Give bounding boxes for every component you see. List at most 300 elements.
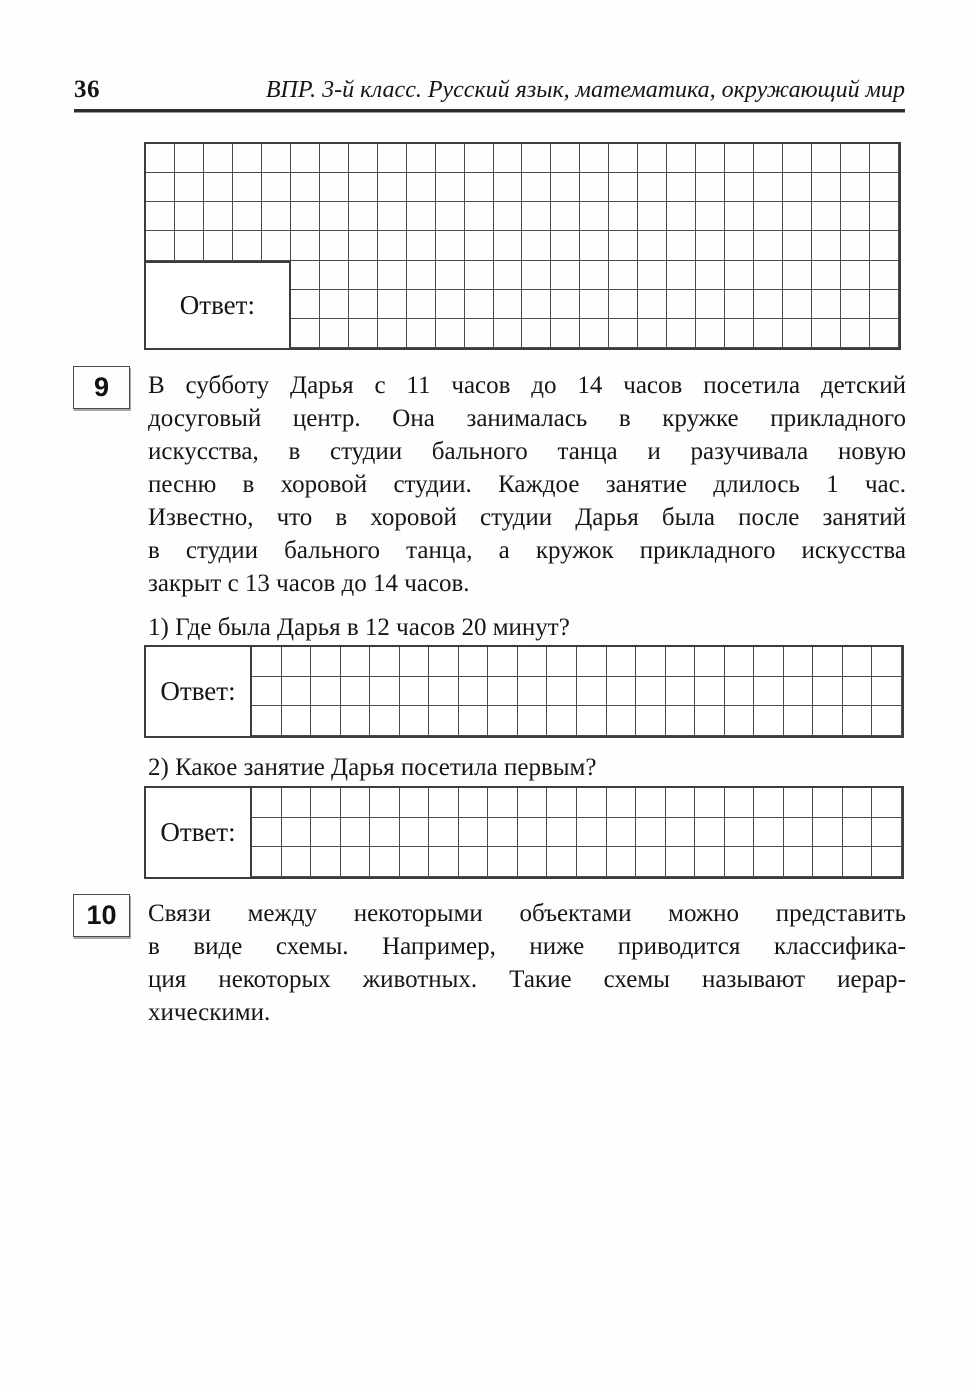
- answer-grid-cell: [146, 144, 175, 173]
- answer-grid-cell: [436, 261, 465, 290]
- answer-grid-cell: [378, 144, 407, 173]
- answer-grid-cell: [146, 173, 175, 202]
- answer-grid-cell: [870, 261, 899, 290]
- answer-grid-cell: [320, 144, 349, 173]
- answer-grid-cell: [636, 677, 666, 707]
- answer-grid-cell: [784, 818, 814, 848]
- answer-grid-cell: [636, 818, 666, 848]
- answer-grid-cell: [518, 647, 548, 677]
- answer-grid-cell: [175, 173, 204, 202]
- answer-grid-cell: [407, 144, 436, 173]
- answer-grid-cell: [522, 319, 551, 348]
- answer-grid-cell: [580, 231, 609, 260]
- answer-grid-cell: [400, 706, 430, 736]
- answer-grid-cell: [349, 261, 378, 290]
- answer-grid-cell: [754, 706, 784, 736]
- answer-grid-cell: [870, 319, 899, 348]
- answer-grid-cell: [341, 847, 371, 877]
- answer-grid-cell: [843, 706, 873, 736]
- answer-grid-cell: [638, 144, 667, 173]
- answer-grid-cell: [813, 788, 843, 818]
- answer-grid-cell: [494, 173, 523, 202]
- answer-grid-cell: [400, 788, 430, 818]
- task9-text-line: в студии бального танца, а кружок прикладного искусства: [148, 537, 906, 564]
- answer-grid-cell: [518, 677, 548, 707]
- answer-grid-cell: [725, 319, 754, 348]
- answer-grid-cell: [488, 677, 518, 707]
- answer-grid-cell: [551, 202, 580, 231]
- answer-grid-cell: [378, 202, 407, 231]
- answer-grid-cell: [522, 231, 551, 260]
- answer-grid-cell: [872, 647, 902, 677]
- answer-grid-cell: [252, 818, 282, 848]
- answer-grid-cell: [843, 818, 873, 848]
- answer-grid-cell: [341, 647, 371, 677]
- answer-grid-cell: [784, 647, 814, 677]
- answer-grid-cell: [638, 319, 667, 348]
- answer-grid-cell: [518, 706, 548, 736]
- answer-grid-cell: [667, 144, 696, 173]
- answer-grid-cell: [783, 319, 812, 348]
- answer-grid-cell: [311, 647, 341, 677]
- answer-grid-cell: [311, 818, 341, 848]
- answer-grid-cell: [407, 319, 436, 348]
- answer-grid-cell: [282, 647, 312, 677]
- task9-text-line: В субботу Дарья с 11 часов до 14 часов посетила детский: [148, 372, 906, 399]
- answer-grid-cell: [465, 231, 494, 260]
- answer-grid-cell: [695, 818, 725, 848]
- answer-grid-cell: [407, 261, 436, 290]
- answer-grid-cell: [580, 202, 609, 231]
- answer-grid-cell: [725, 202, 754, 231]
- task10-text-line: в виде схемы. Например, ниже приводится классифика-: [148, 933, 906, 960]
- answer-label: Ответ:: [146, 647, 252, 736]
- answer-grid-cell: [320, 290, 349, 319]
- answer-grid-cell: [841, 144, 870, 173]
- answer-grid-cell: [695, 788, 725, 818]
- answer-grid-cell: [725, 173, 754, 202]
- answer-grid-cell: [754, 818, 784, 848]
- answer-grid-cell: [436, 319, 465, 348]
- answer-grid-cell: [282, 818, 312, 848]
- answer-grid-cell: [754, 847, 784, 877]
- answer-grid-cell: [311, 706, 341, 736]
- answer-grid-cell: [667, 319, 696, 348]
- answer-grid-cell: [667, 173, 696, 202]
- answer-grid-cell: [400, 847, 430, 877]
- answer-grid-cell: [436, 290, 465, 319]
- task9-text-line: досуговый центр. Она занималась в кружке прикладного: [148, 405, 906, 432]
- answer-grid-cell: [291, 261, 320, 290]
- answer-grid-cell: [754, 261, 783, 290]
- answer-grid-cell: [607, 647, 637, 677]
- task10-text-line: хическими.: [148, 999, 271, 1026]
- answer-grid-cell: [784, 847, 814, 877]
- answer-grid-cell: [320, 319, 349, 348]
- answer-grid-cell: [580, 144, 609, 173]
- answer-grid-cell: [638, 173, 667, 202]
- answer-grid-cell: [667, 202, 696, 231]
- answer-grid-cell: [378, 173, 407, 202]
- answer-grid-cell: [429, 677, 459, 707]
- answer-grid-cell: [233, 231, 262, 260]
- answer-grid-cell: [754, 290, 783, 319]
- answer-grid-cell: [488, 647, 518, 677]
- answer-grid-cell: [813, 706, 843, 736]
- answer-grid-cell: [754, 319, 783, 348]
- answer-grid-cell: [843, 847, 873, 877]
- answer-grid-cell: [725, 677, 755, 707]
- answer-grid-cell: [204, 144, 233, 173]
- answer-grid-cell: [609, 202, 638, 231]
- answer-grid-cell: [666, 818, 696, 848]
- answer-grid-cell: [577, 788, 607, 818]
- answer-grid-cell: [813, 818, 843, 848]
- answer-grid-cell: [233, 202, 262, 231]
- answer-grid-cell: [609, 173, 638, 202]
- answer-grid-cell: [547, 647, 577, 677]
- answer-grid-cell: [607, 788, 637, 818]
- answer-grid-cell: [252, 706, 282, 736]
- answer-grid-cell: [754, 788, 784, 818]
- answer-grid-cell: [459, 847, 489, 877]
- answer-grid-cell: [146, 231, 175, 260]
- answer-grid-cell: [349, 290, 378, 319]
- answer-grid-cell: [812, 202, 841, 231]
- answer-grid-cell: [378, 290, 407, 319]
- answer-grid-cell: [252, 788, 282, 818]
- answer-grid-cell: [494, 261, 523, 290]
- answer-grid-cell: [577, 647, 607, 677]
- answer-grid-cell: [311, 847, 341, 877]
- answer-grid-cell: [175, 202, 204, 231]
- answer-grid-cell: [320, 202, 349, 231]
- answer-grid-cell: [547, 706, 577, 736]
- answer-grid-cell: [696, 202, 725, 231]
- answer-grid-cell: [636, 847, 666, 877]
- answer-grid-cell: [607, 706, 637, 736]
- answer-grid-cell: [349, 231, 378, 260]
- answer-grid-cell: [725, 647, 755, 677]
- task9-text-line: песню в хоровой студии. Каждое занятие длилось 1 час.: [148, 471, 906, 498]
- answer-grid-cell: [341, 677, 371, 707]
- task10-text-line: ция некоторых животных. Такие схемы называют иерар-: [148, 966, 906, 993]
- answer-grid-cell: [725, 261, 754, 290]
- answer-grid-cell: [349, 144, 378, 173]
- answer-grid-cell: [843, 788, 873, 818]
- answer-grid-cell: [291, 144, 320, 173]
- answer-grid-cell: [638, 202, 667, 231]
- answer-grid-cell: [488, 706, 518, 736]
- answer-grid-cell: [204, 202, 233, 231]
- answer-grid-cell: [146, 202, 175, 231]
- answer-grid-cell: [783, 173, 812, 202]
- answer-grid-cell: [754, 231, 783, 260]
- answer-strip-1-cells: [252, 647, 902, 736]
- answer-grid-cell: [436, 173, 465, 202]
- answer-grid-cell: [666, 788, 696, 818]
- answer-grid-cell: [813, 677, 843, 707]
- answer-grid-cell: [872, 847, 902, 877]
- answer-grid-cell: [400, 647, 430, 677]
- answer-grid-cell: [429, 788, 459, 818]
- answer-grid-cell: [812, 144, 841, 173]
- answer-grid-cell: [262, 144, 291, 173]
- answer-grid-cell: [522, 202, 551, 231]
- answer-grid-cell: [754, 173, 783, 202]
- answer-grid-cell: [349, 173, 378, 202]
- answer-grid-cell: [282, 788, 312, 818]
- answer-grid-cell: [291, 202, 320, 231]
- answer-grid-cell: [378, 261, 407, 290]
- answer-grid-cell: [459, 706, 489, 736]
- answer-grid-cell: [465, 202, 494, 231]
- answer-grid-cell: [636, 647, 666, 677]
- answer-grid-cell: [812, 290, 841, 319]
- answer-grid-cell: [459, 788, 489, 818]
- top-answer-grid: [144, 142, 901, 350]
- answer-grid-cell: [754, 202, 783, 231]
- answer-grid-cell: [725, 144, 754, 173]
- answer-grid-cell: [459, 677, 489, 707]
- answer-grid-cell: [841, 290, 870, 319]
- task10-number-box: [73, 894, 130, 937]
- task9-text-line: Известно, что в хоровой студии Дарья была после занятий: [148, 504, 906, 531]
- answer-grid-cell: [607, 818, 637, 848]
- answer-grid-cell: [696, 231, 725, 260]
- answer-grid-cell: [465, 319, 494, 348]
- answer-grid-cell: [872, 818, 902, 848]
- answer-grid-cell: [522, 144, 551, 173]
- answer-grid-cell: [870, 290, 899, 319]
- answer-grid-cell: [667, 231, 696, 260]
- answer-grid-cell: [870, 202, 899, 231]
- answer-grid-cell: [233, 173, 262, 202]
- answer-grid-cell: [291, 173, 320, 202]
- answer-grid-cell: [725, 706, 755, 736]
- answer-grid-cell: [551, 144, 580, 173]
- answer-grid-cell: [378, 231, 407, 260]
- answer-grid-cell: [841, 319, 870, 348]
- task10-number: 10: [86, 900, 117, 930]
- answer-grid-cell: [872, 788, 902, 818]
- task9-text-line: закрыт с 13 часов до 14 часов.: [148, 570, 470, 597]
- answer-grid-cell: [813, 647, 843, 677]
- answer-grid-cell: [494, 144, 523, 173]
- answer-grid-cell: [518, 847, 548, 877]
- answer-grid-cell: [320, 261, 349, 290]
- answer-grid-cell: [841, 173, 870, 202]
- answer-grid-cell: [370, 647, 400, 677]
- answer-grid-cell: [551, 173, 580, 202]
- answer-grid-cell: [522, 173, 551, 202]
- answer-grid-cell: [282, 677, 312, 707]
- answer-grid-cell: [204, 231, 233, 260]
- header-divider: [74, 109, 905, 113]
- answer-grid-cell: [667, 290, 696, 319]
- answer-grid-cell: [400, 677, 430, 707]
- answer-grid-cell: [465, 144, 494, 173]
- answer-grid-cell: [696, 173, 725, 202]
- answer-grid-cell: [783, 202, 812, 231]
- answer-grid-cell: [407, 202, 436, 231]
- answer-grid-cell: [262, 173, 291, 202]
- answer-grid-cell: [870, 231, 899, 260]
- answer-grid-cell: [252, 647, 282, 677]
- answer-grid-cell: [459, 818, 489, 848]
- task9-subquestion-1: 1) Где была Дарья в 12 часов 20 минут?: [148, 614, 570, 641]
- answer-grid-cell: [551, 290, 580, 319]
- answer-grid-cell: [341, 706, 371, 736]
- answer-grid-cell: [551, 319, 580, 348]
- answer-grid-cell: [607, 677, 637, 707]
- answer-grid-cell: [783, 261, 812, 290]
- task9-number-box: [73, 366, 130, 409]
- answer-grid-cell: [695, 847, 725, 877]
- answer-grid-cell: [841, 261, 870, 290]
- answer-grid-cell: [291, 231, 320, 260]
- answer-grid-cell: [341, 788, 371, 818]
- answer-grid-cell: [812, 173, 841, 202]
- answer-grid-cell: [843, 647, 873, 677]
- answer-grid-cell: [696, 144, 725, 173]
- answer-grid-cell: [370, 677, 400, 707]
- answer-grid-cell: [754, 647, 784, 677]
- answer-grid-cell: [547, 788, 577, 818]
- answer-grid-cell: [547, 847, 577, 877]
- answer-grid-cell: [607, 847, 637, 877]
- answer-grid-cell: [666, 847, 696, 877]
- answer-grid-cell: [870, 144, 899, 173]
- answer-grid-cell: [311, 788, 341, 818]
- answer-grid-cell: [291, 319, 320, 348]
- answer-grid-cell: [518, 818, 548, 848]
- answer-grid-cell: [262, 231, 291, 260]
- answer-grid-cell: [370, 847, 400, 877]
- answer-grid-cell: [609, 231, 638, 260]
- answer-grid-cell: [783, 231, 812, 260]
- task9-number: 9: [93, 372, 110, 402]
- answer-label: Ответ:: [146, 788, 252, 877]
- answer-grid-cell: [609, 290, 638, 319]
- answer-grid-cell: [465, 290, 494, 319]
- answer-grid-cell: [696, 319, 725, 348]
- answer-grid-cell: [754, 144, 783, 173]
- answer-grid-cell: [872, 706, 902, 736]
- answer-grid-cell: [320, 231, 349, 260]
- answer-strip-1: [144, 645, 904, 738]
- answer-grid-cell: [843, 677, 873, 707]
- answer-grid-cell: [580, 319, 609, 348]
- answer-grid-cell: [233, 144, 262, 173]
- answer-grid-cell: [577, 847, 607, 877]
- answer-label: Ответ:: [146, 261, 291, 348]
- answer-grid-cell: [783, 290, 812, 319]
- answer-grid-cell: [407, 231, 436, 260]
- answer-grid-cell: [429, 647, 459, 677]
- answer-grid-cell: [252, 677, 282, 707]
- answer-strip-2: [144, 786, 904, 879]
- answer-grid-cell: [725, 818, 755, 848]
- answer-grid-cell: [320, 173, 349, 202]
- answer-grid-cell: [784, 677, 814, 707]
- answer-grid-cell: [175, 231, 204, 260]
- answer-grid-cell: [349, 319, 378, 348]
- answer-grid-cell: [370, 788, 400, 818]
- answer-grid-cell: [204, 173, 233, 202]
- answer-grid-cell: [349, 202, 378, 231]
- answer-grid-cell: [695, 647, 725, 677]
- answer-grid-cell: [609, 319, 638, 348]
- task9-text: [148, 369, 906, 600]
- answer-grid-cell: [547, 677, 577, 707]
- answer-grid-cell: [870, 173, 899, 202]
- answer-grid-cell: [459, 647, 489, 677]
- answer-grid-cell: [436, 144, 465, 173]
- answer-grid-cell: [522, 261, 551, 290]
- answer-grid-cell: [488, 818, 518, 848]
- answer-grid-cell: [488, 847, 518, 877]
- answer-grid-cell: [812, 261, 841, 290]
- answer-grid-cell: [547, 818, 577, 848]
- answer-grid-cell: [813, 847, 843, 877]
- answer-grid-cell: [494, 231, 523, 260]
- answer-grid-cell: [436, 202, 465, 231]
- answer-grid-cell: [407, 290, 436, 319]
- running-header-title: ВПР. 3-й класс. Русский язык, математика, окружающий мир: [265, 77, 905, 103]
- answer-grid-cell: [783, 144, 812, 173]
- answer-grid-cell: [291, 290, 320, 319]
- answer-grid-cell: [609, 261, 638, 290]
- answer-grid-cell: [551, 261, 580, 290]
- answer-grid-cell: [636, 788, 666, 818]
- answer-grid-cell: [667, 261, 696, 290]
- answer-grid-cell: [784, 706, 814, 736]
- answer-grid-cell: [465, 261, 494, 290]
- answer-grid-cell: [522, 290, 551, 319]
- answer-grid-cell: [282, 706, 312, 736]
- answer-grid-cell: [494, 319, 523, 348]
- answer-grid-cell: [518, 788, 548, 818]
- answer-grid-cell: [407, 173, 436, 202]
- answer-grid-cell: [577, 818, 607, 848]
- task10-text: [148, 897, 906, 1029]
- answer-grid-cell: [577, 677, 607, 707]
- answer-grid-cell: [725, 847, 755, 877]
- task9-text-line: искусства, в студии бального танца и разучивала новую: [148, 438, 906, 465]
- answer-grid-cell: [636, 706, 666, 736]
- answer-grid-cell: [378, 319, 407, 348]
- answer-grid-cell: [429, 847, 459, 877]
- answer-grid-cell: [341, 818, 371, 848]
- answer-grid-cell: [695, 677, 725, 707]
- answer-grid-cell: [784, 788, 814, 818]
- answer-grid-cell: [872, 677, 902, 707]
- answer-grid-cell: [282, 847, 312, 877]
- answer-grid-cell: [666, 706, 696, 736]
- task9-subquestion-2: 2) Какое занятие Дарья посетила первым?: [148, 754, 597, 781]
- answer-grid-cell: [262, 202, 291, 231]
- answer-grid-cell: [696, 290, 725, 319]
- page-number: 36: [74, 76, 100, 103]
- answer-grid-cell: [580, 261, 609, 290]
- answer-grid-cell: [841, 202, 870, 231]
- answer-grid-cell: [638, 261, 667, 290]
- answer-grid-cell: [429, 706, 459, 736]
- answer-grid-cell: [311, 677, 341, 707]
- answer-grid-cell: [551, 231, 580, 260]
- answer-grid-cell: [725, 788, 755, 818]
